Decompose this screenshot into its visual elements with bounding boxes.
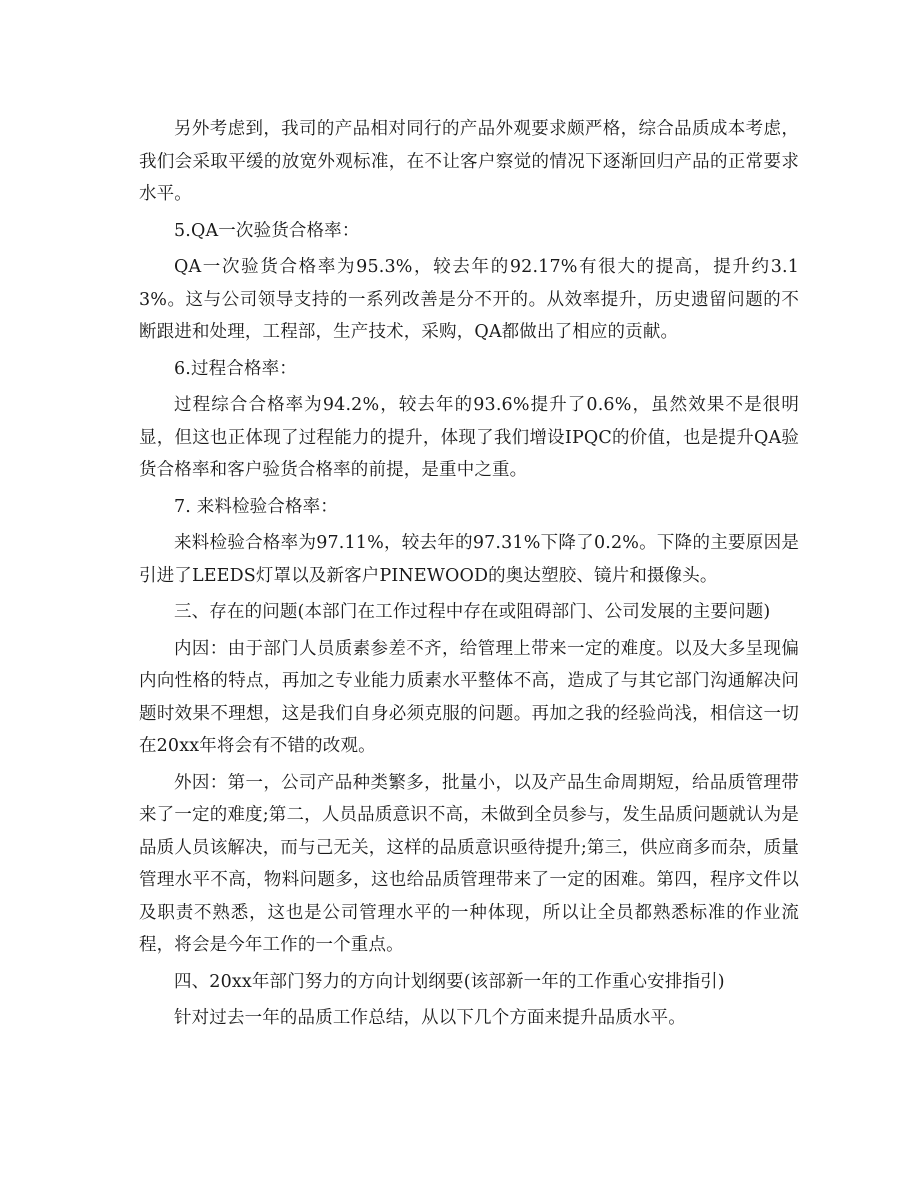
paragraph-external-causes: 外因：第一，公司产品种类繁多，批量小，以及产品生命周期短，给品质管理带来了一定的难度;第二，人员品质意识不高，未做到全员参与，发生品质问题就认为是品质人员该解决，而与己无关，这样的品质意识亟待提升;第三，供应商多而杂，质量管理水平不高，物料问题多，这也给品质管理带来了一定的困难。第四，程序文件以及职责不熟悉，这也是公司管理水平的一种体现，所以让全员都熟悉标准的作业流程，将会是今年工作的一个重点。 (139, 772, 799, 955)
paragraph-incoming-inspection-rate: 来料检验合格率为97.11%，较去年的97.31%下降了0.2%。下降的主要原因是引进了LEEDS灯罩以及新客户PINEWOOD的奥达塑胶、镜片和摄像头。 (139, 533, 799, 586)
document-body (139, 113, 799, 1039)
paragraph-process-pass-rate: 过程综合合格率为94.2%，较去年的93.6%提升了0.6%，虽然效果不是很明显，但这也正体现了过程能力的提升，体现了我们增设IPQC的价值，也是提升QA验货合格率和客户验货合格率的前提，是重中之重。 (139, 395, 799, 480)
paragraph-plan-intro: 针对过去一年的品质工作总结，从以下几个方面来提升品质水平。 (174, 1008, 686, 1028)
paragraph-qa-first-pass-rate: QA一次验货合格率为95.3%，较去年的92.17%有很大的提高，提升约3.13%。这与公司领导支持的一系列改善是分不开的。从效率提升，历史遗留问题的不断跟进和处理，工程部，生产技术，采购，QA都做出了相应的贡献。 (139, 257, 799, 342)
paragraph-appearance-standard: 另外考虑到，我司的产品相对同行的产品外观要求颇严格，综合品质成本考虑，我们会采取平缓的放宽外观标准，在不让客户察觉的情况下逐渐回归产品的正常要求水平。 (139, 119, 799, 204)
heading-existing-problems: 三、存在的问题(本部门在工作过程中存在或阻碍部门、公司发展的主要问题) (174, 602, 771, 622)
paragraph-internal-causes: 内因：由于部门人员质素参差不齐，给管理上带来一定的难度。以及大多呈现偏内向性格的特点，再加之专业能力质素水平整体不高，造成了与其它部门沟通解决问题时效果不理想，这是我们自身必须克服的问题。再加之我的经验尚浅，相信这一切在20xx年将会有不错的改观。 (139, 638, 799, 756)
heading-process-pass-rate: 6.过程合格率： (174, 358, 297, 379)
heading-incoming-inspection-rate: 7. 来料检验合格率： (174, 496, 338, 517)
heading-plan-outline: 四、20xx年部门努力的方向计划纲要(该部新一年的工作重心安排指引) (174, 971, 725, 992)
heading-qa-first-pass-rate: 5.QA一次验货合格率： (174, 220, 360, 241)
